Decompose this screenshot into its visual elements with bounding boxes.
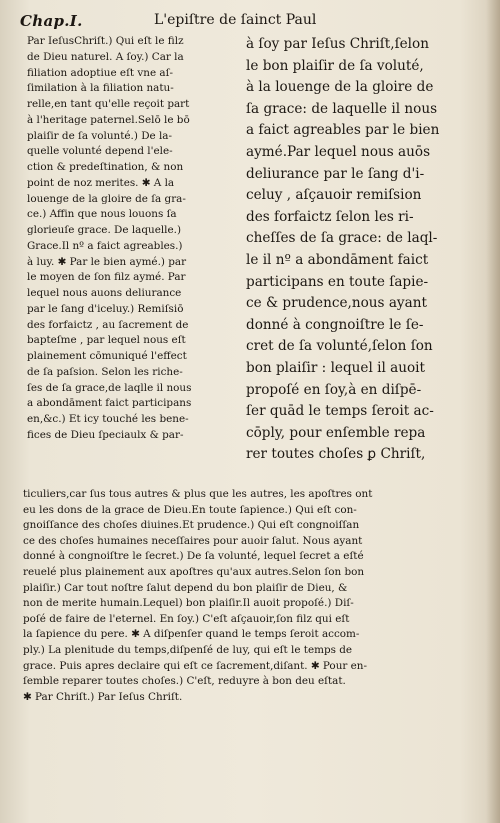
commentary-line: Grace.Il nº a faict agreables.)	[27, 239, 183, 252]
commentary-line: non de merite humain.Lequel) bon plaiſir.Il auoit propoſé.) Diſ-	[23, 597, 354, 610]
commentary-line: Par IeſusChriſt.) Qui eſt le filz	[27, 35, 184, 47]
scripture-line: à la louenge de la gloire de	[246, 79, 434, 96]
commentary-line: ſimilation à la filiation natu-	[27, 82, 174, 95]
chapter-label: Chap.I.	[20, 12, 83, 30]
commentary-line: ce.) Affin que nous louons ſa	[27, 208, 177, 221]
commentary-line: reuelé plus plainement aux apoſtres qu'aux autres.Selon ſon bon	[23, 565, 365, 578]
commentary-line: le moyen de ſon filz aymé. Par	[27, 271, 186, 284]
scripture-line: ſa grace: de laquelle il nous	[246, 100, 438, 117]
scripture-line: propoſé en ſoy,à en diſpē-	[246, 381, 422, 398]
page-header	[14, 6, 484, 32]
scripture-line: cōply, pour enſemble repa	[246, 424, 426, 441]
commentary-line: filiation adoptiue eſt vne aſ-	[27, 66, 173, 79]
scripture-line: participans en toute ſapie-	[246, 273, 429, 290]
scripture-line: le bon plaiſir de ſa voluté,	[246, 57, 424, 74]
commentary-line: ction & predeſtination, & non	[27, 161, 184, 173]
commentary-line: des forfaictz , au ſacrement de	[27, 318, 189, 331]
scripture-line: aymé.Par lequel nous auōs	[246, 143, 431, 160]
commentary-line: par le ſang d'iceluy.) Remiſsiō	[27, 302, 184, 315]
scripture-line: cret de ſa volunté,ſelon ſon	[246, 338, 433, 355]
commentary-line: ply.) La plenitude du temps,diſpenſé de luy, qui eſt le temps de	[23, 643, 353, 656]
commentary-line: à l'heritage paternel.Selō le bō	[27, 113, 190, 126]
scripture-line: des forfaictz ſelon les ri-	[246, 208, 414, 225]
commentary-line: plainement cōmuniqué l'effect	[27, 350, 187, 362]
commentary-line: gnoiſſance des choſes diuines.Et prudence.) Qui eſt congnoiſſan	[23, 519, 360, 532]
commentary-line: point de noz merites. ✱ A la	[27, 176, 175, 189]
scripture-line: le il nº a abondāment faict	[246, 251, 429, 268]
commentary-line: poſé de faire de l'eternel. En ſoy.) C'eſt aſçauoir,ſon filz qui eſt	[23, 612, 350, 625]
commentary-line: ticuliers,car ſus tous autres & plus que les autres, les apoſtres ont	[23, 488, 373, 500]
commentary-line: la ſapience du pere. ✱ A diſpenſer quand le temps ſeroit accom-	[23, 628, 360, 641]
commentary-line: grace. Puis apres declaire qui eſt ce ſacrement,diſant. ✱ Pour en-	[23, 659, 368, 672]
commentary-line: a abondāment faict participans	[27, 397, 192, 410]
page-edge-shadow	[486, 0, 500, 823]
commentary-line: de ſa paſsion. Selon les riche-	[27, 365, 183, 378]
scripture-line: rer toutes choſes ꝑ Chriſt,	[246, 446, 426, 463]
commentary-line: relle,en tant qu'elle reçoit part	[27, 98, 190, 110]
commentary-line: louenge de la gloire de ſa gra-	[27, 192, 186, 205]
commentary-line: bapteſme , par lequel nous eſt	[27, 334, 186, 347]
scripture-column	[246, 34, 478, 466]
commentary-line: ✱ Par Chriſt.) Par Ieſus Chriſt.	[23, 690, 183, 703]
scripture-line: cheſſes de ſa grace: de laql-	[246, 230, 438, 247]
scripture-line: ſer quād le temps ſeroit ac-	[246, 403, 434, 420]
scripture-line: celuy , aſçauoir remiſsion	[246, 187, 422, 204]
commentary-line: ſes de ſa grace,de laqlle il nous	[27, 381, 192, 394]
scripture-line: ce & prudence,nous ayant	[246, 295, 427, 312]
commentary-line: eu les dons de la grace de Dieu.En toute ſapience.) Qui eſt con-	[23, 503, 357, 516]
scripture-line: a faict agreables par le bien	[246, 122, 440, 139]
commentary-line: lequel nous auons deliurance	[27, 287, 182, 299]
scripture-line: à ſoy par Ieſus Chriſt,ſelon	[246, 36, 429, 52]
commentary-line: en,&c.) Et icy touché les bene-	[27, 413, 189, 425]
commentary-full-width	[23, 487, 475, 705]
commentary-line: de Dieu naturel. A ſoy.) Car la	[27, 50, 184, 63]
commentary-column	[27, 34, 239, 444]
commentary-line: plaiſir.) Car tout noſtre ſalut depend du bon plaiſir de Dieu, &	[23, 581, 348, 594]
commentary-line: ſemble reparer toutes choſes.) C'eſt, reduyre à bon deu eſtat.	[23, 675, 346, 688]
commentary-line: à luy. ✱ Par le bien aymé.) par	[27, 255, 187, 268]
commentary-line: donné à congnoiſtre le ſecret.) De ſa volunté, lequel ſecret a eſté	[23, 550, 364, 563]
scripture-line: bon plaiſir : lequel il auoit	[246, 359, 425, 376]
commentary-line: ce des choſes humaines neceſſaires pour auoir ſalut. Nous ayant	[23, 534, 363, 547]
scripture-line: deliurance par le ſang d'i-	[246, 165, 425, 182]
commentary-line: plaiſir de ſa volunté.) De la-	[27, 129, 173, 142]
commentary-line: glorieuſe grace. De laquelle.)	[27, 224, 181, 236]
commentary-line: quelle volunté depend l'ele-	[27, 145, 173, 158]
commentary-line: fices de Dieu ſpeciaulx & par-	[27, 428, 184, 441]
scripture-line: donné à congnoiſtre le ſe-	[246, 316, 424, 333]
running-title: L'epiſtre de ſainct Paul	[154, 12, 317, 28]
